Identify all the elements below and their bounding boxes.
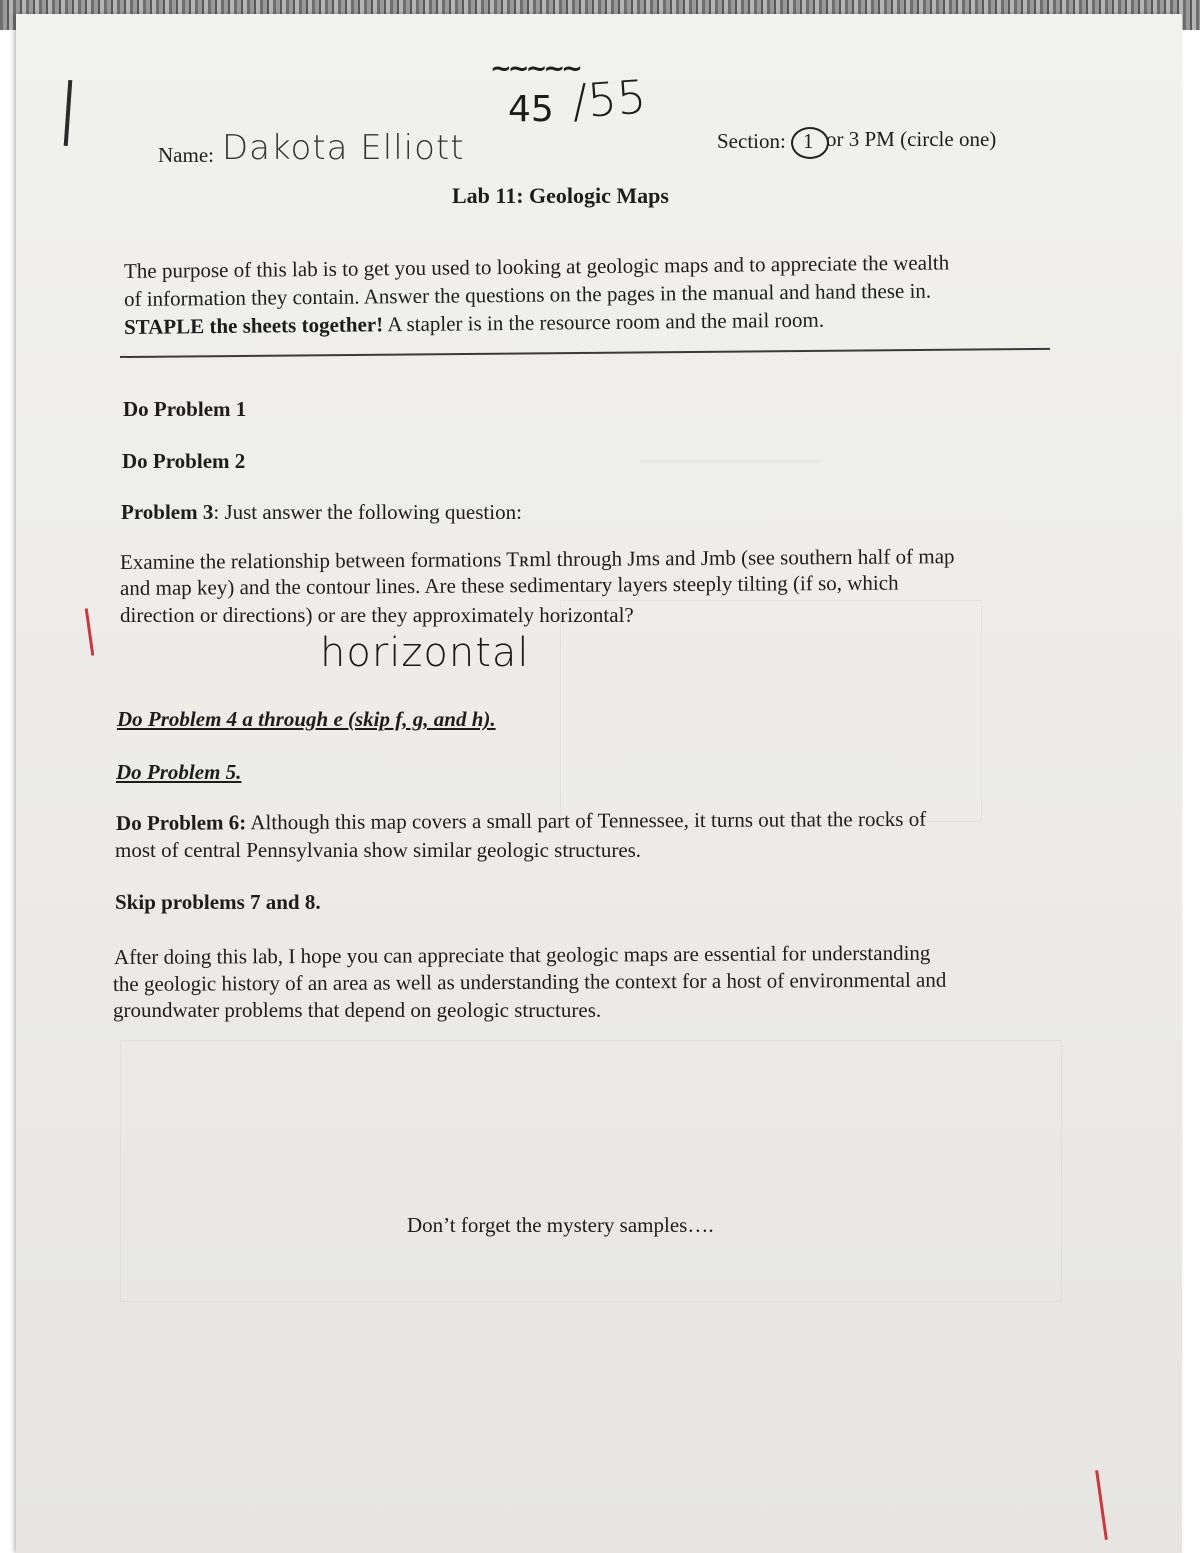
problem-6-line-2: most of central Pennsylvania show similar geologic structures. <box>115 838 642 862</box>
question-line-2: and map key) and the contour lines. Are these sedimentary layers steeply tilting (if so, which <box>119 570 899 600</box>
problem-2: Do Problem 2 <box>122 449 246 473</box>
problem-6-text: Although this map covers a small part of Tennessee, it turns out that the rocks of <box>246 806 927 835</box>
student-name: Dakota Elliott <box>222 128 465 168</box>
problem-6-label: Do Problem 6: <box>115 810 247 835</box>
staple-instruction: STAPLE the sheets together! <box>123 312 384 339</box>
closing-line-1: After doing this lab, I hope you can appreciate that geologic maps are essential for understanding <box>113 940 931 969</box>
intro-line-2: of information they contain. Answer the questions on the pages in the manual and hand these in. <box>123 278 932 311</box>
skip-problems: Skip problems 7 and 8. <box>115 890 321 914</box>
section-value: 1 <box>803 129 814 153</box>
closing-line-3: groundwater problems that depend on geologic structures. <box>113 998 602 1022</box>
problem-3-instruction: : Just answer the following question: <box>213 500 522 524</box>
stapler-location: A stapler is in the resource room and the mail room. <box>383 307 825 337</box>
score-earned: 45 <box>508 89 554 130</box>
score-scribble: ~~~~~ <box>490 54 579 84</box>
problem-1: Do Problem 1 <box>123 397 247 421</box>
question-line-1: Examine the relationship between formations Tʀml through Jms and Jmb (see southern half of map <box>119 544 955 574</box>
intro-line-1: The purpose of this lab is to get you used to looking at geologic maps and to appreciate the wealth <box>123 250 950 283</box>
bleed-through-grid <box>560 600 982 822</box>
problem-3-heading <box>121 499 522 525</box>
problem-3-label: Problem 3 <box>121 500 214 524</box>
bleed-through-grid-lower <box>120 1040 1062 1302</box>
handwritten-answer: horizontal <box>320 630 530 676</box>
score-total: /55 <box>570 69 648 129</box>
problem-6-line-1 <box>116 806 926 836</box>
footer-reminder: Don’t forget the mystery samples…. <box>407 1213 714 1237</box>
problem-5: Do Problem 5. <box>116 760 242 784</box>
bleed-through-shadow <box>640 420 820 463</box>
name-label: Name: <box>158 143 214 167</box>
section-options: or 3 PM (circle one) <box>826 127 997 151</box>
problem-4: Do Problem 4 a through e (skip f, g, and h). <box>117 707 496 731</box>
closing-line-2: the geologic history of an area as well as understanding the context for a host of environmental and <box>112 967 947 996</box>
question-line-3: direction or directions) or are they approximately horizontal? <box>120 603 634 627</box>
page-title: Lab 11: Geologic Maps <box>452 183 669 208</box>
section-label: Section: <box>717 129 786 153</box>
